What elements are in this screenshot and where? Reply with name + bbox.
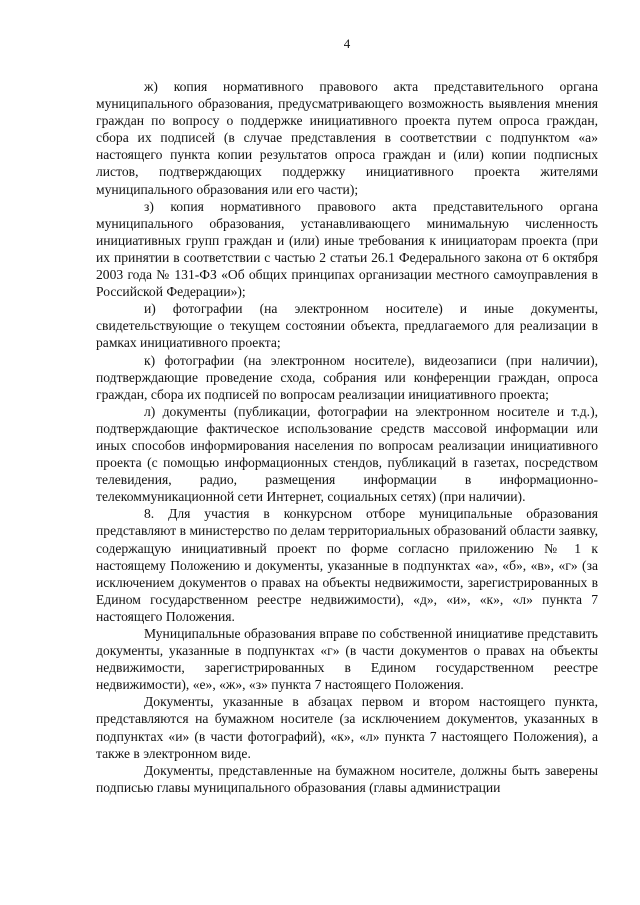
paragraph-optional-documents: Муниципальные образования вправе по собственной инициативе представить документы, указанные в подпунктах «г» (в части документов о правах на объекты недвижимости, зарегистрированных в Едином государственном реестре недвижимости), «е», «ж», «з» пункта 7 настоящего Положения. [96,626,598,693]
paragraph-point-8: 8. Для участия в конкурсном отборе муниципальные образования представляют в министерство по делам территориальных образований области заявку, содержащую инициативный проект по форме согласно приложению № 1 к настоящему Положению и документы, указанные в подпунктах «а», «б», «в», «г» (за исключением документов о правах на объекты недвижимости, зарегистрированных в Едином государственном реестре недвижимости), «д», «и», «к», «л» пункта 7 настоящего Положения. [96,506,598,624]
paragraph-paper-form: Документы, указанные в абзацах первом и втором настоящего пункта, представляются на бумажном носителе (за исключением документов, указанных в подпунктах «и» (в части фотографий), «к», «л» пункта 7 настоящего Положения), а также в электронном виде. [96,694,598,761]
paragraph-item-zh: ж) копия нормативного правового акта представительного органа муниципального образования, предусматривающего возможность выявления мнения граждан по вопросу о поддержке инициативного проекта путем опроса граждан, сбора их подписей (в случае представления в соответствии с подпунктом «а» настоящего пункта копии результатов опроса граждан и (или) копии подписных листов, подтверждающих поддержку инициативного проекта жителями муниципального образования или его части); [96,79,598,197]
paragraph-certification: Документы, представленные на бумажном носителе, должны быть заверены подписью главы муниципального образования (главы администрации [96,762,598,795]
page-number: 4 [343,36,351,51]
paragraph-item-l: л) документы (публикации, фотографии на электронном носителе и т.д.), подтверждающие фактическое использование средств массовой информации или иных способов информирования населения по вопросам реализации инициативного проекта (с помощью информационных стендов, публикаций в газетах, посредством телевидения, радио, размещения информации в информационно-телекоммуникационной сети Интернет, социальных сетях) (при наличии). [96,403,598,505]
paragraph-item-k: к) фотографии (на электронном носителе), видеозаписи (при наличии), подтверждающие проведение схода, собрания или конференции граждан, опроса граждан, сбора их подписей по вопросам реализации инициативного проекта; [96,352,598,402]
paragraph-item-i: и) фотографии (на электронном носителе) и иные документы, свидетельствующие о текущем состоянии объекта, предлагаемого для реализации в рамках инициативного проекта; [96,301,598,351]
paragraph-item-z: з) копия нормативного правового акта представительного органа муниципального образования, устанавливающего минимальную численность инициативных групп граждан и (или) иные требования к инициаторам проекта (при их принятии в соответствии с частью 2 статьи 26.1 Федерального закона от 6 октября 2003 года № 131-ФЗ «Об общих принципах организации местного самоуправления в Российской Федерации»); [96,198,598,300]
